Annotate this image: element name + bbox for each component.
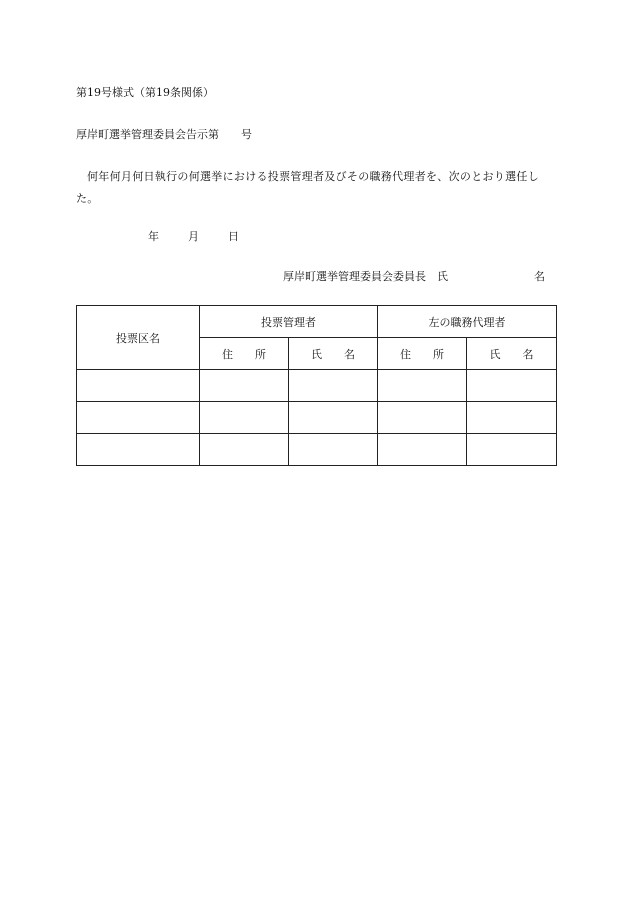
deputy-name-header: 氏 名 (467, 338, 557, 370)
signature-title: 厚岸町選挙管理委員会委員長 氏 (283, 270, 448, 283)
notice-number-blank (219, 128, 241, 141)
date-year: 年 (148, 230, 159, 243)
district-cell[interactable] (77, 370, 200, 402)
date-line (148, 228, 239, 244)
manager-address-cell[interactable] (200, 402, 289, 434)
date-day: 日 (228, 230, 239, 243)
deputy-name-cell[interactable] (467, 434, 557, 466)
deputy-address-cell[interactable] (378, 370, 467, 402)
notice-line (76, 126, 252, 142)
district-header: 投票区名 (77, 306, 200, 370)
appointment-table (76, 305, 557, 466)
table-header-row (77, 306, 557, 338)
table-row (77, 370, 557, 402)
manager-header: 投票管理者 (200, 306, 378, 338)
deputy-header: 左の職務代理者 (378, 306, 557, 338)
body-text: 何年何月何日執行の何選挙における投票管理者及びその職務代理者を、次のとおり選任した。 (76, 170, 539, 205)
manager-name-cell[interactable] (289, 370, 378, 402)
deputy-address-header: 住 所 (378, 338, 467, 370)
district-cell[interactable] (77, 434, 200, 466)
manager-name-cell[interactable] (289, 402, 378, 434)
manager-name-cell[interactable] (289, 434, 378, 466)
district-cell[interactable] (77, 402, 200, 434)
date-month: 月 (188, 230, 199, 243)
notice-suffix: 号 (241, 128, 252, 141)
manager-address-cell[interactable] (200, 434, 289, 466)
deputy-address-cell[interactable] (378, 402, 467, 434)
table-row (77, 402, 557, 434)
manager-address-cell[interactable] (200, 370, 289, 402)
form-number: 第19号様式（第19条関係） (76, 86, 214, 99)
table-row (77, 434, 557, 466)
deputy-address-cell[interactable] (378, 434, 467, 466)
notice-label: 厚岸町選挙管理委員会告示第 (76, 128, 219, 141)
signature-name-suffix: 名 (534, 270, 545, 283)
deputy-name-cell[interactable] (467, 402, 557, 434)
manager-name-header: 氏 名 (289, 338, 378, 370)
deputy-name-cell[interactable] (467, 370, 557, 402)
manager-address-header: 住 所 (200, 338, 289, 370)
signature-line (283, 268, 545, 284)
